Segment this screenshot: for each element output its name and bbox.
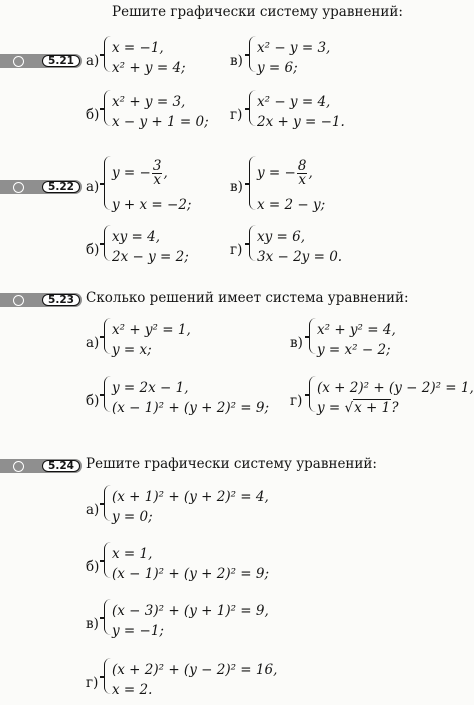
label-a: а) bbox=[86, 179, 100, 195]
problem-number: 5.22 bbox=[42, 181, 80, 193]
label-b: б) bbox=[86, 107, 100, 123]
label-b: б) bbox=[86, 559, 100, 575]
problem-badge-5-23 bbox=[0, 293, 82, 307]
equation: y + x = −2; bbox=[112, 197, 192, 213]
problem-number: 5.21 bbox=[42, 55, 80, 67]
circle-icon bbox=[13, 56, 24, 67]
label-v: в) bbox=[230, 179, 243, 195]
equation: 3x − 2y = 0. bbox=[257, 249, 343, 265]
equation: 2x − y = 2; bbox=[112, 249, 189, 265]
equation: x² − y = 4, bbox=[257, 94, 331, 110]
equation: xy = 4, bbox=[112, 229, 161, 245]
heading-top: Решите графически систему уравнений: bbox=[112, 4, 403, 20]
equation: (x + 2)² + (y − 2)² = 1, bbox=[317, 380, 474, 396]
equation: y = √x + 1? bbox=[317, 400, 399, 416]
equation: x = 2. bbox=[112, 682, 153, 698]
equation: (x − 1)² + (y + 2)² = 9; bbox=[112, 400, 270, 416]
equation: xy = 6, bbox=[257, 229, 306, 245]
equation: (x − 1)² + (y + 2)² = 9; bbox=[112, 566, 270, 582]
equation: x² + y² = 1, bbox=[112, 322, 191, 338]
label-a: а) bbox=[86, 335, 100, 351]
equation: x² + y² = 4, bbox=[317, 322, 396, 338]
equation: y = − $\frac{3}{x}$ , bbox=[112, 158, 168, 188]
equation: (x + 1)² + (y + 2)² = 4, bbox=[112, 489, 269, 505]
equation: x² + y = 4; bbox=[112, 60, 186, 76]
circle-icon bbox=[13, 182, 24, 193]
equation: (x − 3)² + (y + 1)² = 9, bbox=[112, 603, 269, 619]
equation: x − y + 1 = 0; bbox=[112, 114, 209, 130]
equation: x² + y = 3, bbox=[112, 94, 186, 110]
label-g: г) bbox=[230, 242, 243, 258]
heading-5-23: Сколько решений имеет система уравнений: bbox=[86, 290, 409, 306]
label-g: г) bbox=[290, 393, 303, 409]
problem-badge-5-22 bbox=[0, 180, 82, 194]
label-b: б) bbox=[86, 242, 100, 258]
label-g: г) bbox=[230, 107, 243, 123]
label-b: б) bbox=[86, 393, 100, 409]
equation: y = x; bbox=[112, 342, 152, 358]
equation: y = −1; bbox=[112, 623, 164, 639]
label-a: а) bbox=[86, 502, 100, 518]
label-v: в) bbox=[290, 335, 303, 351]
problem-badge-5-24 bbox=[0, 459, 82, 473]
label-g: г) bbox=[86, 675, 99, 691]
label-v: в) bbox=[86, 616, 99, 632]
equation: x = 1, bbox=[112, 546, 153, 562]
equation: (x + 2)² + (y − 2)² = 16, bbox=[112, 662, 278, 678]
problem-number: 5.24 bbox=[42, 460, 80, 472]
problem-badge-5-21 bbox=[0, 54, 82, 68]
label-v: в) bbox=[230, 53, 243, 69]
equation: x = 2 − y; bbox=[257, 197, 326, 213]
equation: x = −1, bbox=[112, 40, 164, 56]
circle-icon bbox=[13, 295, 24, 306]
equation: 2x + y = −1. bbox=[257, 114, 345, 130]
equation: y = 6; bbox=[257, 60, 298, 76]
equation: y = 2x − 1, bbox=[112, 380, 189, 396]
equation: x² − y = 3, bbox=[257, 40, 331, 56]
label-a: а) bbox=[86, 53, 100, 69]
heading-5-24: Решите графически систему уравнений: bbox=[86, 456, 377, 472]
equation: y = x² − 2; bbox=[317, 342, 391, 358]
circle-icon bbox=[13, 461, 24, 472]
equation: y = − $\frac{8}{x}$ , bbox=[257, 158, 313, 188]
problem-number: 5.23 bbox=[42, 294, 80, 306]
equation: y = 0; bbox=[112, 509, 153, 525]
